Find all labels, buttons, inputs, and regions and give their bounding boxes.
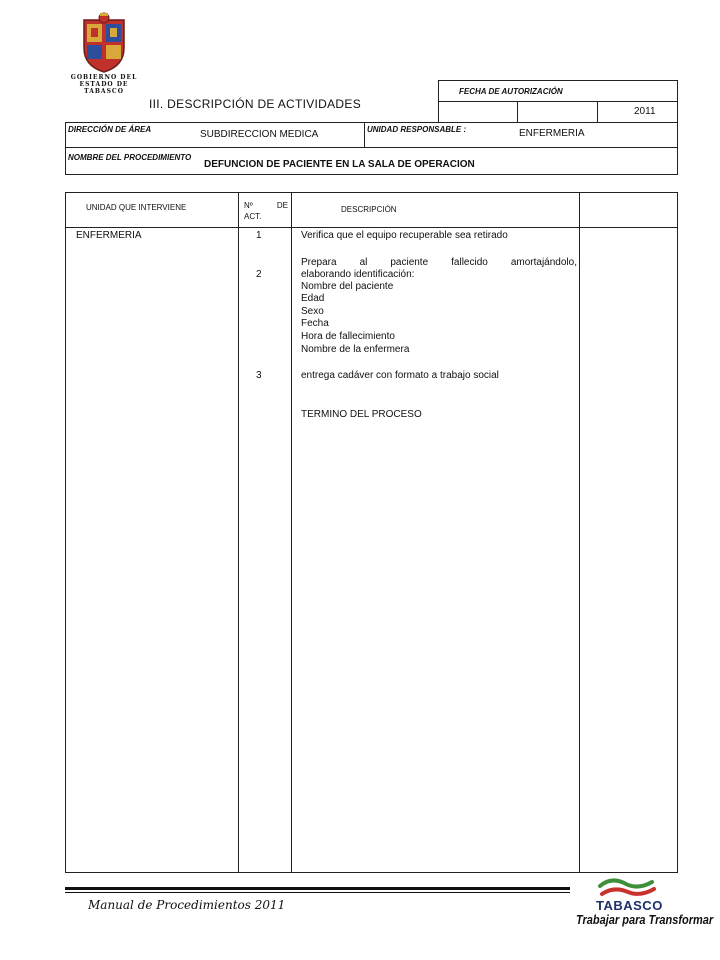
desc-word: paciente <box>390 257 429 268</box>
activity-description-line: Nombre del paciente <box>301 281 394 292</box>
unidad-interviene: ENFERMERIA <box>76 230 142 241</box>
fecha-label-box <box>438 80 678 102</box>
activity-description-line: Verifica que el equipo recuperable sea retirado <box>301 230 508 241</box>
col-header-num-de: DE <box>276 201 288 210</box>
fecha-year-cell <box>597 101 678 123</box>
procedimiento-value: DEFUNCION DE PACIENTE EN LA SALA DE OPERACION <box>204 159 475 170</box>
activity-description-line: elaborando identificación: <box>301 269 415 280</box>
activity-description-line: Fecha <box>301 318 329 329</box>
manual-title: Manual de Procedimientos 2011 <box>88 898 286 912</box>
desc-word: amortajándolo, <box>510 257 577 268</box>
footer-rule-thin <box>65 892 570 893</box>
unidad-cell <box>364 122 678 148</box>
desc-word: Prepara <box>301 257 337 268</box>
direccion-label: DIRECCIÓN DE ÁREA <box>68 125 152 134</box>
activity-description-line: entrega cadáver con formato a trabajo social <box>301 370 499 381</box>
desc-word: al <box>359 257 368 268</box>
col-header-num-act: ACT. <box>244 212 262 221</box>
activity-description-line: Sexo <box>301 306 324 317</box>
tabasco-slogan: Trabajar para Transformar <box>576 913 714 928</box>
activity-number: 1 <box>256 230 262 241</box>
footer-rule-thick <box>65 887 570 890</box>
fecha-label: FECHA DE AUTORIZACIÓN <box>459 87 563 96</box>
procedimiento-cell <box>65 147 678 175</box>
coat-line: GOBIERNO DEL <box>70 74 138 81</box>
coat-line: TABASCO <box>84 88 124 95</box>
section-title: III. DESCRIPCIÓN DE ACTIVIDADES <box>149 97 362 111</box>
activities-table <box>65 192 678 873</box>
activity-number: 3 <box>256 370 262 381</box>
unidad-label: UNIDAD RESPONSABLE : <box>367 125 467 134</box>
fecha-year: 2011 <box>634 106 656 117</box>
activity-number: 2 <box>256 269 262 280</box>
desc-word: fallecido <box>451 257 488 268</box>
direccion-value: SUBDIRECCION MEDICA <box>200 129 319 140</box>
direccion-cell <box>65 122 365 148</box>
col-header-descripcion: DESCRIPCIÓN <box>341 205 397 214</box>
procedimiento-label: NOMBRE DEL PROCEDIMIENTO <box>68 153 192 162</box>
coat-of-arms-caption <box>66 74 142 95</box>
coat-line: ESTADO DE <box>79 81 129 88</box>
col-header-unidad: UNIDAD QUE INTERVIENE <box>86 203 187 212</box>
table-header-divider <box>65 227 678 228</box>
fecha-day-cell <box>438 101 518 123</box>
activity-description-line: Edad <box>301 293 325 304</box>
col-divider-3 <box>579 192 580 873</box>
col-header-num <box>244 200 288 222</box>
col-header-num-symbol: Nº <box>244 201 253 210</box>
col-divider-1 <box>238 192 239 873</box>
col-divider-2 <box>291 192 292 873</box>
coat-of-arms-logo <box>78 12 130 74</box>
activity-description-line: Nombre de la enfermera <box>301 344 410 355</box>
unidad-value: ENFERMERIA <box>519 128 585 139</box>
activity-description-line <box>301 257 577 269</box>
termino-proceso: TERMINO DEL PROCESO <box>301 409 422 420</box>
activity-description-line: Hora de fallecimiento <box>301 331 395 342</box>
fecha-month-cell <box>517 101 598 123</box>
tabasco-brand: TABASCO <box>596 898 663 913</box>
